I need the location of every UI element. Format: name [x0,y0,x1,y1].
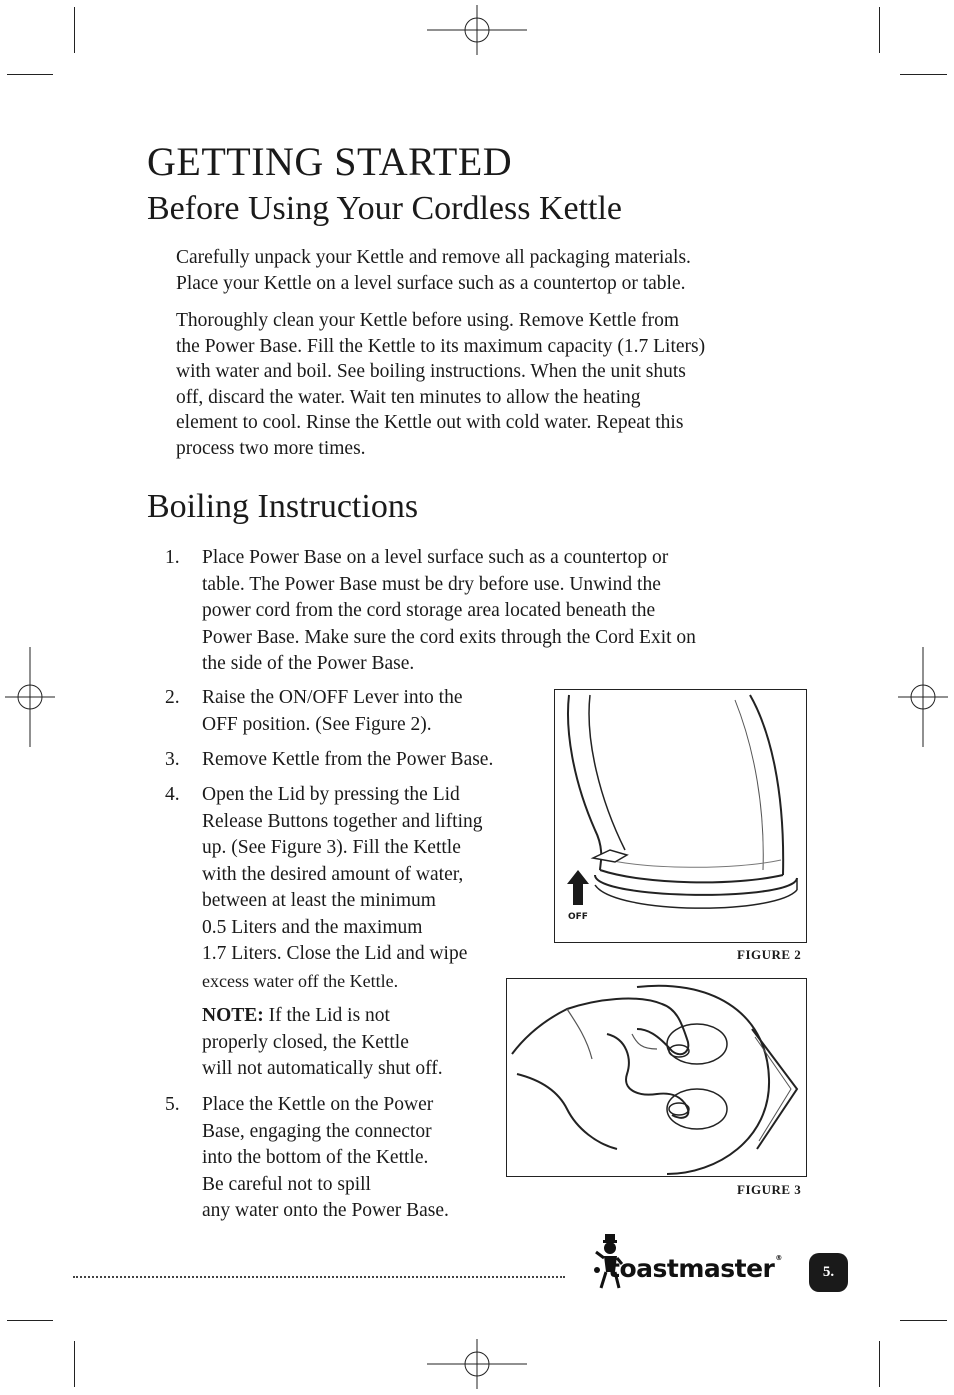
figure-3-caption: FIGURE 3 [737,1182,802,1197]
page-title: GETTING STARTED [147,139,513,184]
section-heading-boiling: Boiling Instructions [147,488,419,525]
note-block: NOTE: If the Lid is not properly closed, the Kettle will not automatically shut off. [202,1005,443,1079]
figure-2 [554,689,807,943]
off-label: OFF [568,912,588,922]
registration-mark-icon [427,1339,527,1389]
figure-3 [506,978,807,1177]
registration-mark-icon [427,5,527,55]
crop-mark [879,7,880,53]
arrow-up-icon [567,870,589,905]
paragraph-clean: Thoroughly clean your Kettle before using. Remove Kettle from the Power Base. Fill the Kettle to its maximum capacity (1.7 Liters) with water and boil. See boiling instructions. When the unit shuts off, discard the water. Wait ten minutes to allow the heating element to cool. Rinse the Kettle out with cold water. Repeat this process two more times. [176,310,706,459]
crop-mark [7,74,53,75]
lid-release-illustration [507,979,806,1176]
crop-mark [74,7,75,53]
section-heading-before-using: Before Using Your Cordless Kettle [147,190,623,227]
list-item: 2. Raise the ON/OFF Lever into the OFF position. (See Figure 2). [165,687,463,735]
footer-divider [73,1276,565,1278]
crop-mark [900,74,947,75]
list-item: 3. Remove Kettle from the Power Base. [165,749,494,770]
kettle-illustration [555,690,806,942]
brand-logo: toastmaster® [608,1254,782,1283]
list-item: 1. Place Power Base on a level surface such as a countertop or table. The Power Base must be dry before use. Unwind the power cord from the cord storage area located beneath the Power Base. Make sure the cord exits through the Cord Exit on the side of the Power Base. [165,547,696,674]
registration-mark-icon [898,647,948,747]
registration-mark-icon [5,647,55,747]
note-label: NOTE: [202,1005,264,1026]
crop-mark [879,1341,880,1387]
crop-mark [74,1341,75,1387]
figure-2-caption: FIGURE 2 [737,947,802,962]
crop-mark [7,1320,53,1321]
page-number-badge: 5. [809,1253,848,1292]
paragraph-unpack: Carefully unpack your Kettle and remove all packaging materials. Place your Kettle on a level surface such as a countertop or table. [176,247,691,294]
list-item: 4. Open the Lid by pressing the Lid Release Buttons together and lifting up. (See Figure 3). Fill the Kettle with the desired amount of water, between at least the minimum 0.5 Liters and the maximum 1.7 Liters. Close the Lid and wipe excess water off the Kettle. [165,784,483,991]
list-item: 5. Place the Kettle on the Power Base, engaging the connector into the bottom of the Kettle. Be careful not to spill any water onto the Power Base. [165,1094,449,1221]
crop-mark [900,1320,947,1321]
